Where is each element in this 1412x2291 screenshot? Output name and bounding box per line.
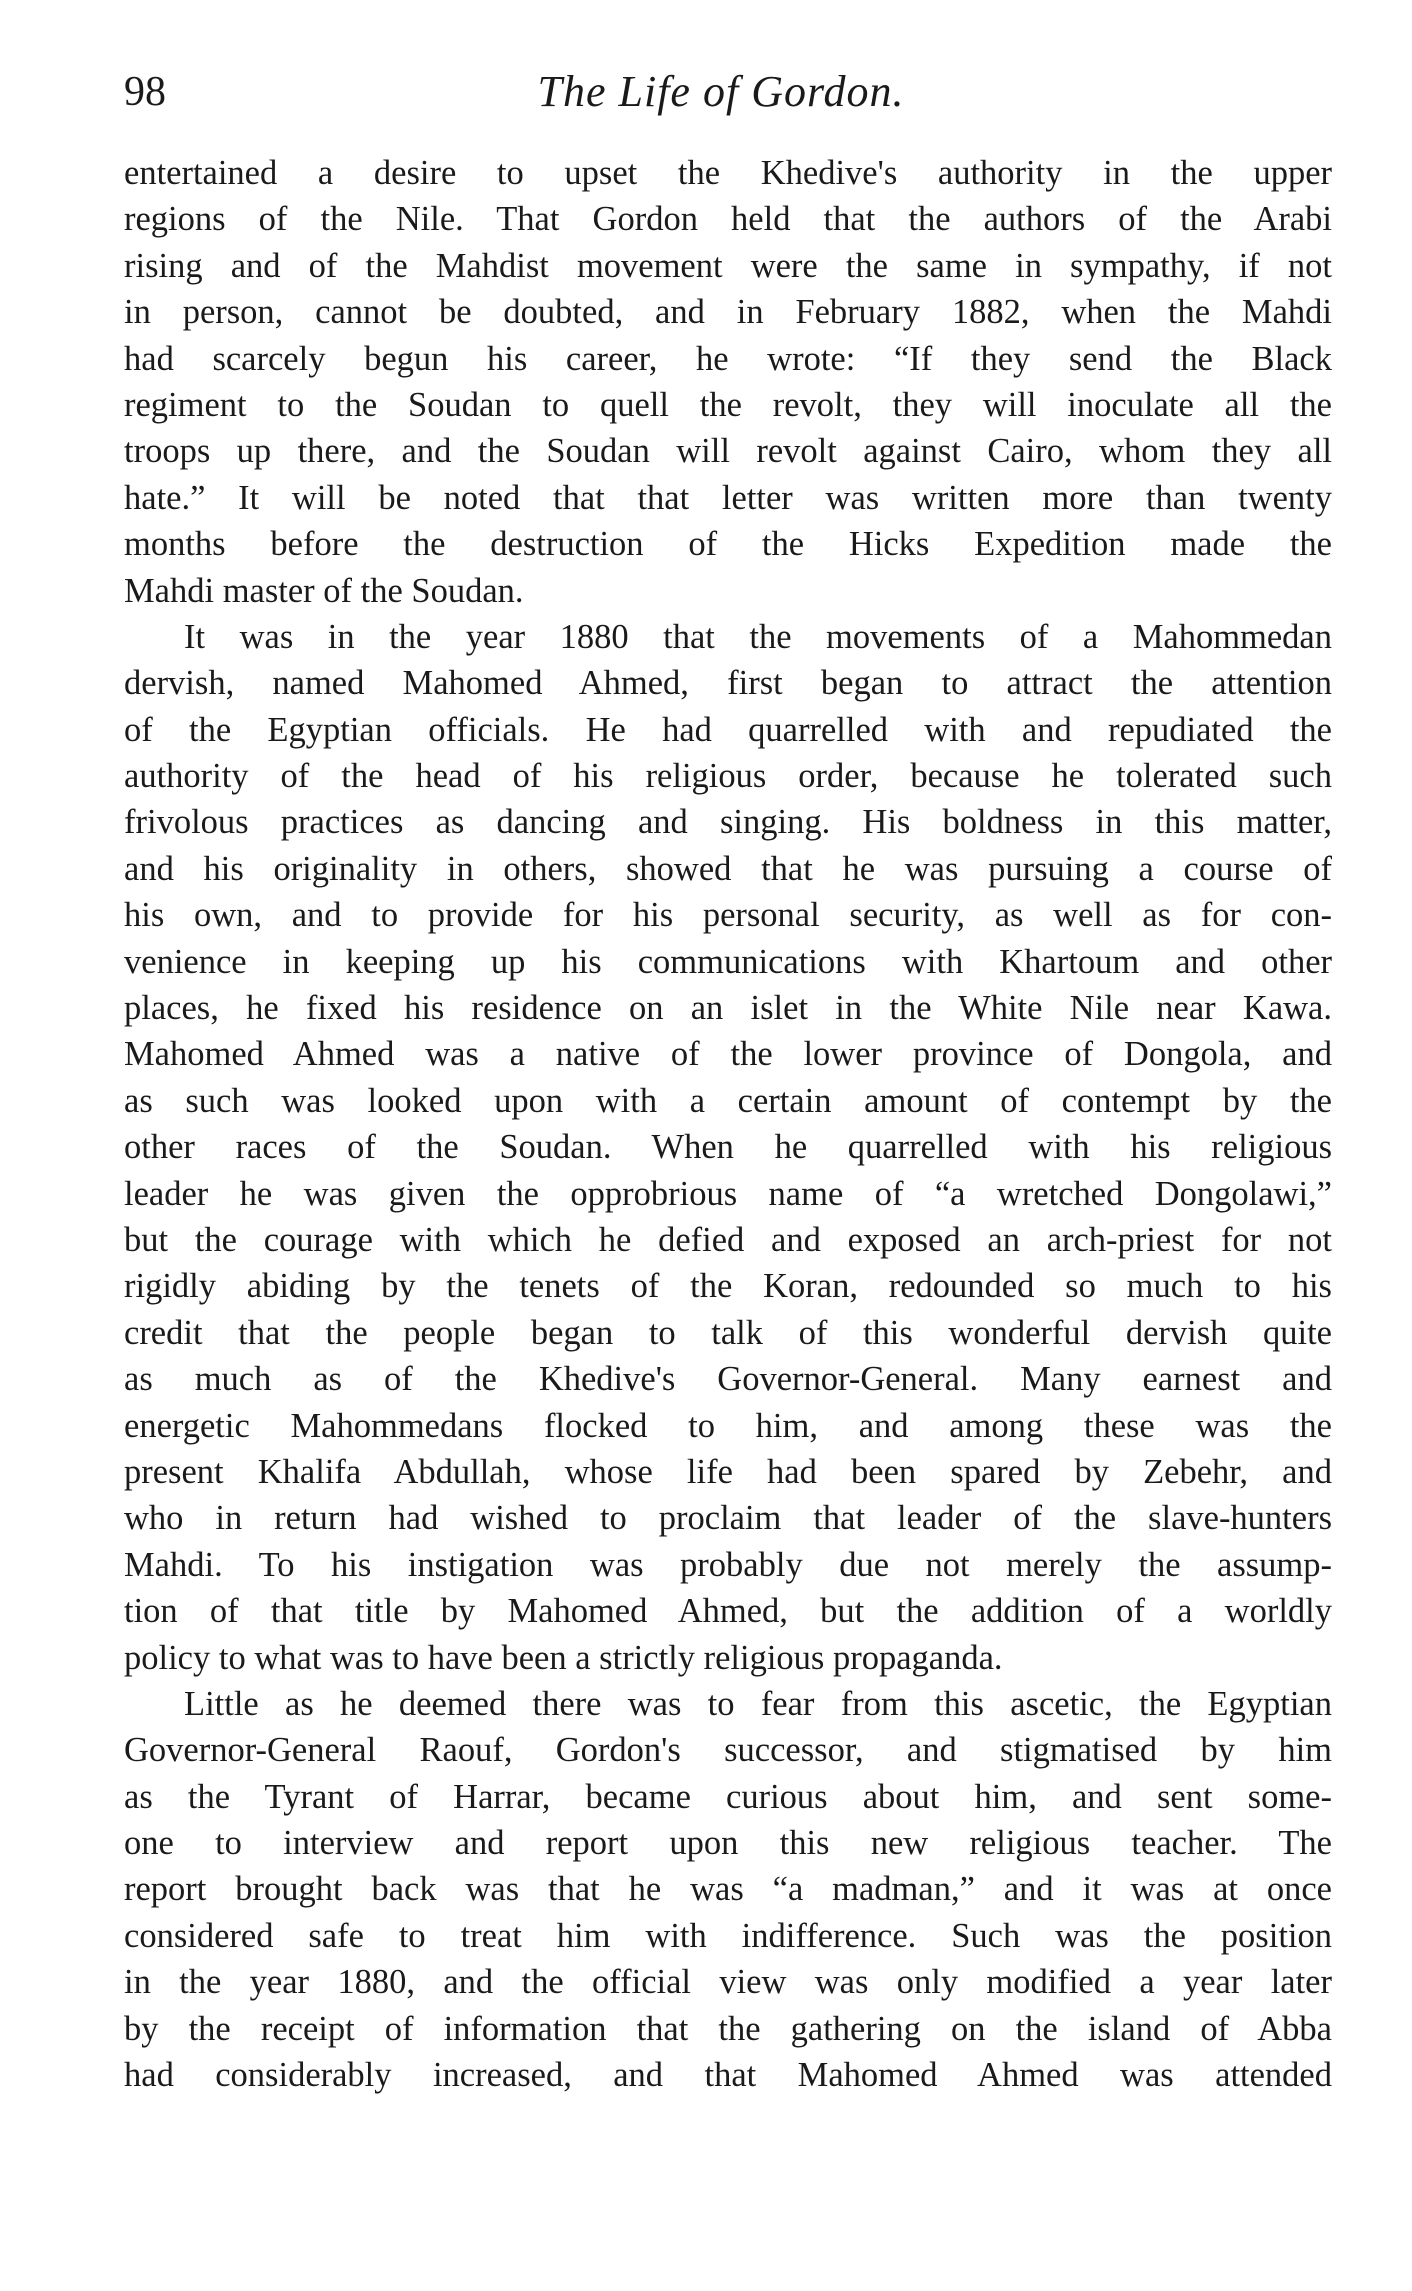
body-text (124, 150, 1332, 2098)
text-line: as the Tyrant of Harrar, became curious about him, and sent some- (124, 1777, 1332, 1816)
text-line: places, he fixed his residence on an islet in the White Nile near Kawa. (124, 989, 1332, 1028)
text-line: leader he was given the opprobrious name of “a wretched Dongolawi,” (124, 1174, 1332, 1213)
text-line: tion of that title by Mahomed Ahmed, but the addition of a worldly (124, 1592, 1332, 1631)
text-line: Mahdi master of the Soudan. (124, 571, 524, 610)
text-line: his own, and to provide for his personal security, as well as for con- (124, 896, 1332, 935)
running-title: The Life of Gordon. (537, 67, 905, 116)
text-line: Little as he deemed there was to fear from this ascetic, the Egyptian (184, 1684, 1332, 1723)
text-line: rigidly abiding by the tenets of the Koran, redounded so much to his (124, 1267, 1332, 1306)
text-line: regions of the Nile. That Gordon held that the authors of the Arabi (124, 200, 1332, 239)
text-line: one to interview and report upon this new religious teacher. The (124, 1824, 1332, 1863)
text-line: as such was looked upon with a certain amount of contempt by the (124, 1081, 1332, 1120)
text-line: present Khalifa Abdullah, whose life had been spared by Zebehr, and (124, 1452, 1332, 1491)
text-line: had scarcely begun his career, he wrote: “If they send the Black (124, 339, 1332, 378)
text-line: by the receipt of information that the gathering on the island of Abba (124, 2009, 1332, 2048)
text-line: as much as of the Khedive's Governor-General. Many earnest and (124, 1360, 1332, 1399)
paragraph (124, 1681, 1332, 2099)
text-line: hate.” It will be noted that that letter was written more than twenty (124, 478, 1332, 517)
text-line: energetic Mahommedans flocked to him, and among these was the (124, 1406, 1332, 1445)
text-line: who in return had wished to proclaim that leader of the slave-hunters (124, 1499, 1332, 1538)
page-number: 98 (124, 69, 166, 115)
paragraph (124, 614, 1332, 1681)
text-line: but the courage with which he defied and exposed an arch-priest for not (124, 1220, 1332, 1259)
text-line: Governor-General Raouf, Gordon's successor, and stigmatised by him (124, 1731, 1332, 1770)
text-line: months before the destruction of the Hicks Expedition made the (124, 525, 1332, 564)
text-line: policy to what was to have been a strictly religious propaganda. (124, 1638, 1003, 1677)
text-line: other races of the Soudan. When he quarrelled with his religious (124, 1128, 1332, 1167)
text-line: in person, cannot be doubted, and in February 1882, when the Mahdi (124, 293, 1332, 332)
text-line: troops up there, and the Soudan will revolt against Cairo, whom they all (124, 432, 1332, 471)
text-line: and his originality in others, showed that he was pursuing a course of (124, 849, 1332, 888)
text-line: authority of the head of his religious order, because he tolerated such (124, 757, 1332, 796)
text-line: Mahomed Ahmed was a native of the lower province of Dongola, and (124, 1035, 1332, 1074)
text-line: dervish, named Mahomed Ahmed, first began to attract the attention (124, 664, 1332, 703)
text-line: of the Egyptian officials. He had quarrelled with and repudiated the (124, 710, 1332, 749)
text-line: entertained a desire to upset the Khedive's authority in the upper (124, 154, 1332, 192)
text-line: rising and of the Mahdist movement were the same in sympathy, if not (124, 246, 1332, 285)
text-line: It was in the year 1880 that the movements of a Mahommedan (184, 617, 1332, 656)
text-line: venience in keeping up his communications with Khartoum and other (124, 942, 1332, 981)
text-line: regiment to the Soudan to quell the revolt, they will inoculate all the (124, 385, 1332, 424)
paragraph (124, 150, 1332, 614)
text-line: frivolous practices as dancing and singing. His boldness in this matter, (124, 803, 1332, 842)
text-line: considered safe to treat him with indifference. Such was the position (124, 1916, 1332, 1955)
text-line: had considerably increased, and that Mahomed Ahmed was attended (124, 2056, 1332, 2095)
text-line: credit that the people began to talk of this wonderful dervish quite (124, 1313, 1332, 1352)
text-line: Mahdi. To his instigation was probably due not merely the assump- (124, 1545, 1332, 1584)
text-line: report brought back was that he was “a madman,” and it was at once (124, 1870, 1332, 1909)
text-line: in the year 1880, and the official view was only modified a year later (124, 1963, 1332, 2002)
